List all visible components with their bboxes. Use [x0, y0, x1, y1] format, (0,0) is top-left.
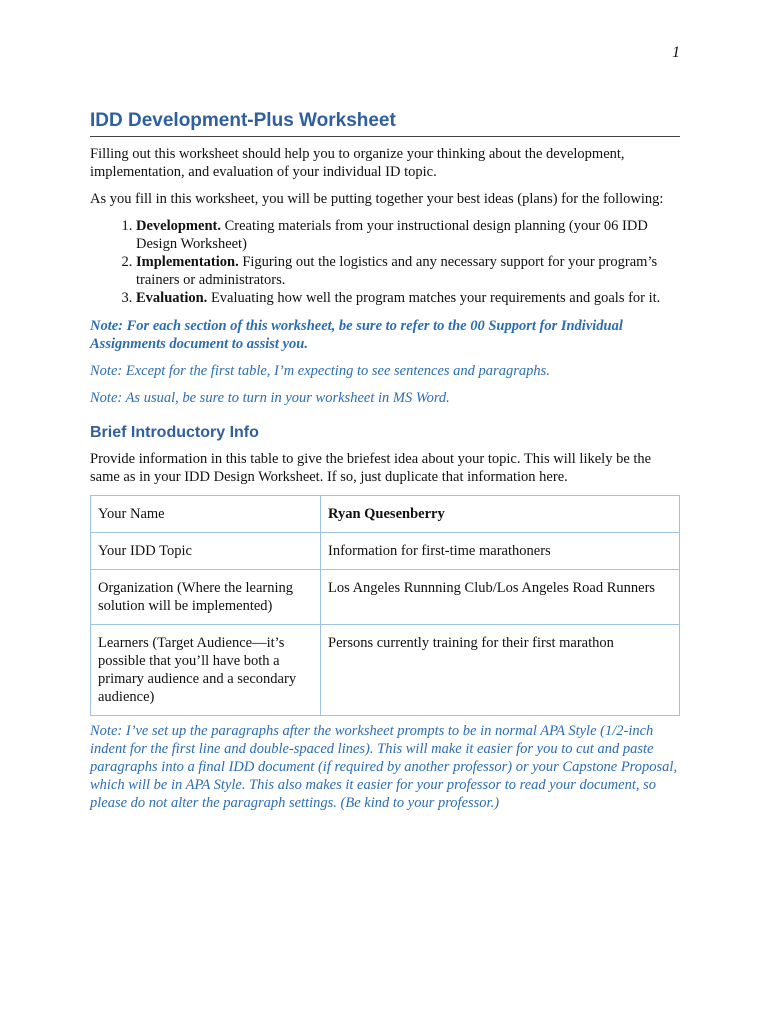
list-item	[136, 217, 682, 253]
page-number: 1	[672, 44, 680, 61]
table-row	[91, 533, 680, 570]
list-item	[136, 289, 682, 307]
list-item-text: Figuring out the logistics and any necessary support for your program’s trainers or administrators.	[136, 254, 658, 288]
list-item-term: Implementation.	[136, 254, 239, 270]
list-item-term: Evaluation.	[136, 290, 208, 306]
note-sentences: Note: Except for the first table, I’m expecting to see sentences and paragraphs.	[90, 363, 550, 379]
table-cell-value: Ryan Quesenberry	[321, 496, 680, 533]
note-apa-style: Note: I’ve set up the paragraphs after the worksheet prompts to be in normal APA Style (1/2-inch indent for the first line and double-spaced lines). This will make it easier for you to cut and paste paragraphs into a final IDD document (if required by another professor) or your Capstone Proposal, which will be in APA Style. This also makes it easier for your professor to read your document, so please do not alter the paragraph settings. (Be kind to your professor.)	[90, 723, 678, 811]
plan-list	[90, 217, 682, 307]
table-cell-label: Your Name	[91, 496, 321, 533]
section-intro: Provide information in this table to give the briefest idea about your topic. This will likely be the same as in your IDD Design Worksheet. If so, just duplicate that information here.	[90, 451, 652, 485]
note-ms-word: Note: As usual, be sure to turn in your worksheet in MS Word.	[90, 390, 450, 406]
intro-info-table	[90, 495, 680, 716]
table-row	[91, 625, 680, 716]
intro-paragraph-1: Filling out this worksheet should help you to organize your thinking about the development, implementation, and evaluation of your individual ID topic.	[90, 146, 625, 180]
table-cell-value: Persons currently training for their first marathon	[321, 625, 680, 716]
list-item-text: Evaluating how well the program matches your requirements and goals for it.	[207, 290, 661, 306]
table-cell-value: Information for first-time marathoners	[321, 533, 680, 570]
list-item-term: Development.	[136, 218, 221, 234]
table-cell-value: Los Angeles Runnning Club/Los Angeles Road Runners	[321, 570, 680, 625]
table-cell-label: Learners (Target Audience—it’s possible that you’ll have both a primary audience and a secondary audience)	[91, 625, 321, 716]
table-row	[91, 496, 680, 533]
note-support-document: Note: For each section of this worksheet, be sure to refer to the 00 Support for Individual Assignments document to assist you.	[90, 318, 623, 352]
table-cell-label: Your IDD Topic	[91, 533, 321, 570]
intro-paragraph-2: As you fill in this worksheet, you will be putting together your best ideas (plans) for the following:	[90, 191, 664, 207]
table-cell-label: Organization (Where the learning solution will be implemented)	[91, 570, 321, 625]
list-item	[136, 253, 682, 289]
table-row	[91, 570, 680, 625]
document-body	[90, 145, 682, 821]
document-title: IDD Development-Plus Worksheet	[90, 110, 680, 137]
section-heading: Brief Introductory Info	[90, 424, 259, 441]
list-item-text: Creating materials from your instructional design planning (your 06 IDD Design Worksheet)	[136, 218, 648, 252]
